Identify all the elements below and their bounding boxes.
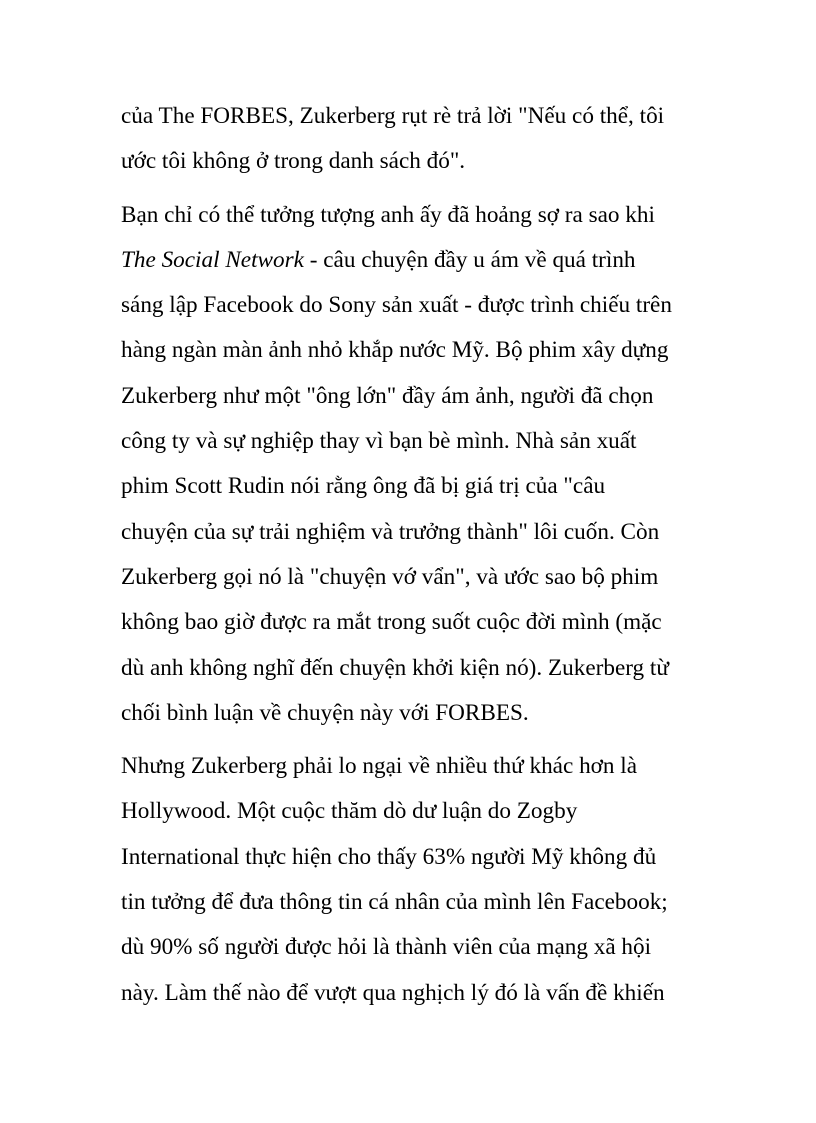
document-page	[121, 94, 701, 1024]
paragraph-2	[121, 193, 701, 737]
film-title-italic: The Social Network	[121, 246, 304, 273]
text-line: Bạn chỉ có thể tưởng tượng anh ấy đã hoảng sợ ra sao khi	[121, 201, 655, 228]
text-line: sáng lập Facebook do Sony sản xuất - được trình chiếu trên	[121, 292, 672, 319]
text-line: International thực hiện cho thấy 63% người Mỹ không đủ	[121, 843, 657, 870]
text-line	[121, 238, 701, 283]
text-line: hàng ngàn màn ảnh nhỏ khắp nước Mỹ. Bộ phim xây dựng	[121, 337, 669, 364]
text-line: ước tôi không ở trong danh sách đó".	[121, 148, 466, 175]
text-line: Nhưng Zukerberg phải lo ngại về nhiều thứ khác hơn là	[121, 753, 638, 780]
text-line: tin tưởng để đưa thông tin cá nhân của mình lên Facebook;	[121, 889, 668, 916]
paragraph-3	[121, 744, 701, 1016]
text-line: này. Làm thế nào để vượt qua nghịch lý đó là vấn đề khiến	[121, 979, 665, 1006]
text-line: Hollywood. Một cuộc thăm dò dư luận do Zogby	[121, 798, 578, 825]
text-line: phim Scott Rudin nói rằng ông đã bị giá trị của "câu	[121, 473, 606, 500]
text-line: chối bình luận về chuyện này với FORBES.	[121, 699, 529, 726]
text-line: Zukerberg gọi nó là "chuyện vớ vẩn", và ước sao bộ phim	[121, 563, 659, 590]
text-line: Zukerberg như một "ông lớn" đầy ám ảnh, người đã chọn	[121, 382, 654, 409]
text-line: của The FORBES, Zukerberg rụt rè trả lời "Nếu có thể, tôi	[121, 103, 665, 129]
text-line: dù 90% số người được hỏi là thành viên của mạng xã hội	[121, 934, 652, 961]
paragraph-1	[121, 94, 701, 185]
text-line: dù anh không nghĩ đến chuyện khởi kiện nó). Zukerberg từ	[121, 654, 669, 681]
text-line: chuyện của sự trải nghiệm và trưởng thành" lôi cuốn. Còn	[121, 518, 660, 545]
text-line-continuation: - câu chuyện đầy u ám về quá trình	[303, 246, 636, 273]
text-line: công ty và sự nghiệp thay vì bạn bè mình. Nhà sản xuất	[121, 428, 637, 455]
text-line: không bao giờ được ra mắt trong suốt cuộc đời mình (mặc	[121, 609, 662, 636]
